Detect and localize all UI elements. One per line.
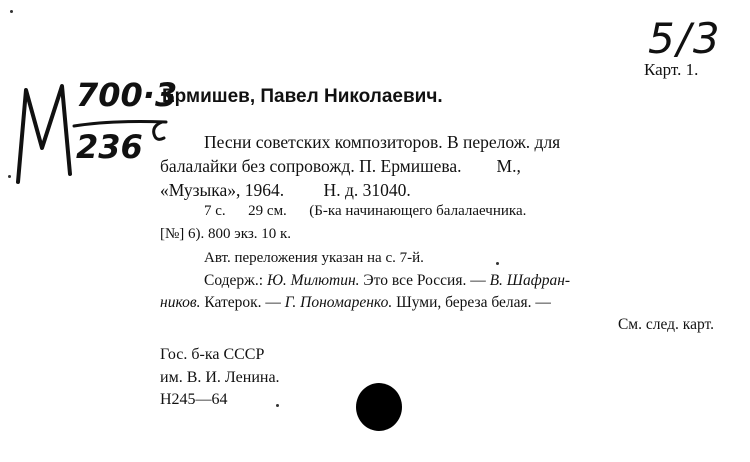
composer-name: В. Шафран- bbox=[489, 272, 571, 289]
library-line-1: Гос. б-ка СССР bbox=[160, 346, 265, 363]
contents-label: Содерж.: bbox=[204, 272, 267, 289]
handwritten-letter-mark bbox=[12, 78, 78, 188]
contents-text: Шуми, береза белая. — bbox=[392, 294, 551, 311]
handwritten-code-bottom: 236 bbox=[76, 128, 143, 166]
note-line: Авт. переложения указан на с. 7-й. bbox=[204, 250, 424, 266]
handwritten-small-mark bbox=[148, 118, 168, 144]
scan-speck bbox=[496, 262, 499, 265]
composer-name: Ю. Милютин. bbox=[266, 272, 360, 289]
contents-line-2 bbox=[160, 294, 551, 312]
title-line-1: Песни советских композиторов. В перелож. для bbox=[204, 132, 561, 152]
series-line: [№] 6). 800 экз. 10 к. bbox=[160, 226, 292, 242]
library-code: Н245—64 bbox=[160, 391, 228, 408]
card-label: Карт. 1. bbox=[644, 60, 699, 79]
punch-hole bbox=[356, 383, 402, 431]
author-heading: Ермишев, Павел Николаевич. bbox=[162, 86, 443, 107]
contents-line-1 bbox=[204, 272, 570, 290]
library-line-2: им. В. И. Ленина. bbox=[160, 369, 280, 386]
scan-speck bbox=[8, 175, 11, 178]
composer-name: Г. Пономаренко. bbox=[284, 294, 393, 311]
scan-speck bbox=[276, 404, 279, 407]
publication-line: «Музыка», 1964. Н. д. 31040. bbox=[160, 180, 411, 200]
title-line-2: балалайки без сопровожд. П. Ермишева. М., bbox=[160, 156, 521, 176]
scan-speck bbox=[10, 10, 13, 13]
collation-line: 7 с. 29 см. (Б-ка начинающего балалаечника. bbox=[204, 203, 527, 219]
composer-name: ников. bbox=[160, 294, 201, 311]
contents-text: Катерок. — bbox=[200, 294, 285, 311]
contents-text: Это все Россия. — bbox=[359, 272, 490, 289]
handwritten-card-number: 5/3 bbox=[648, 14, 722, 63]
see-next-card: См. след. карт. bbox=[617, 316, 714, 333]
handwritten-code-top: 700·3 bbox=[76, 76, 178, 114]
